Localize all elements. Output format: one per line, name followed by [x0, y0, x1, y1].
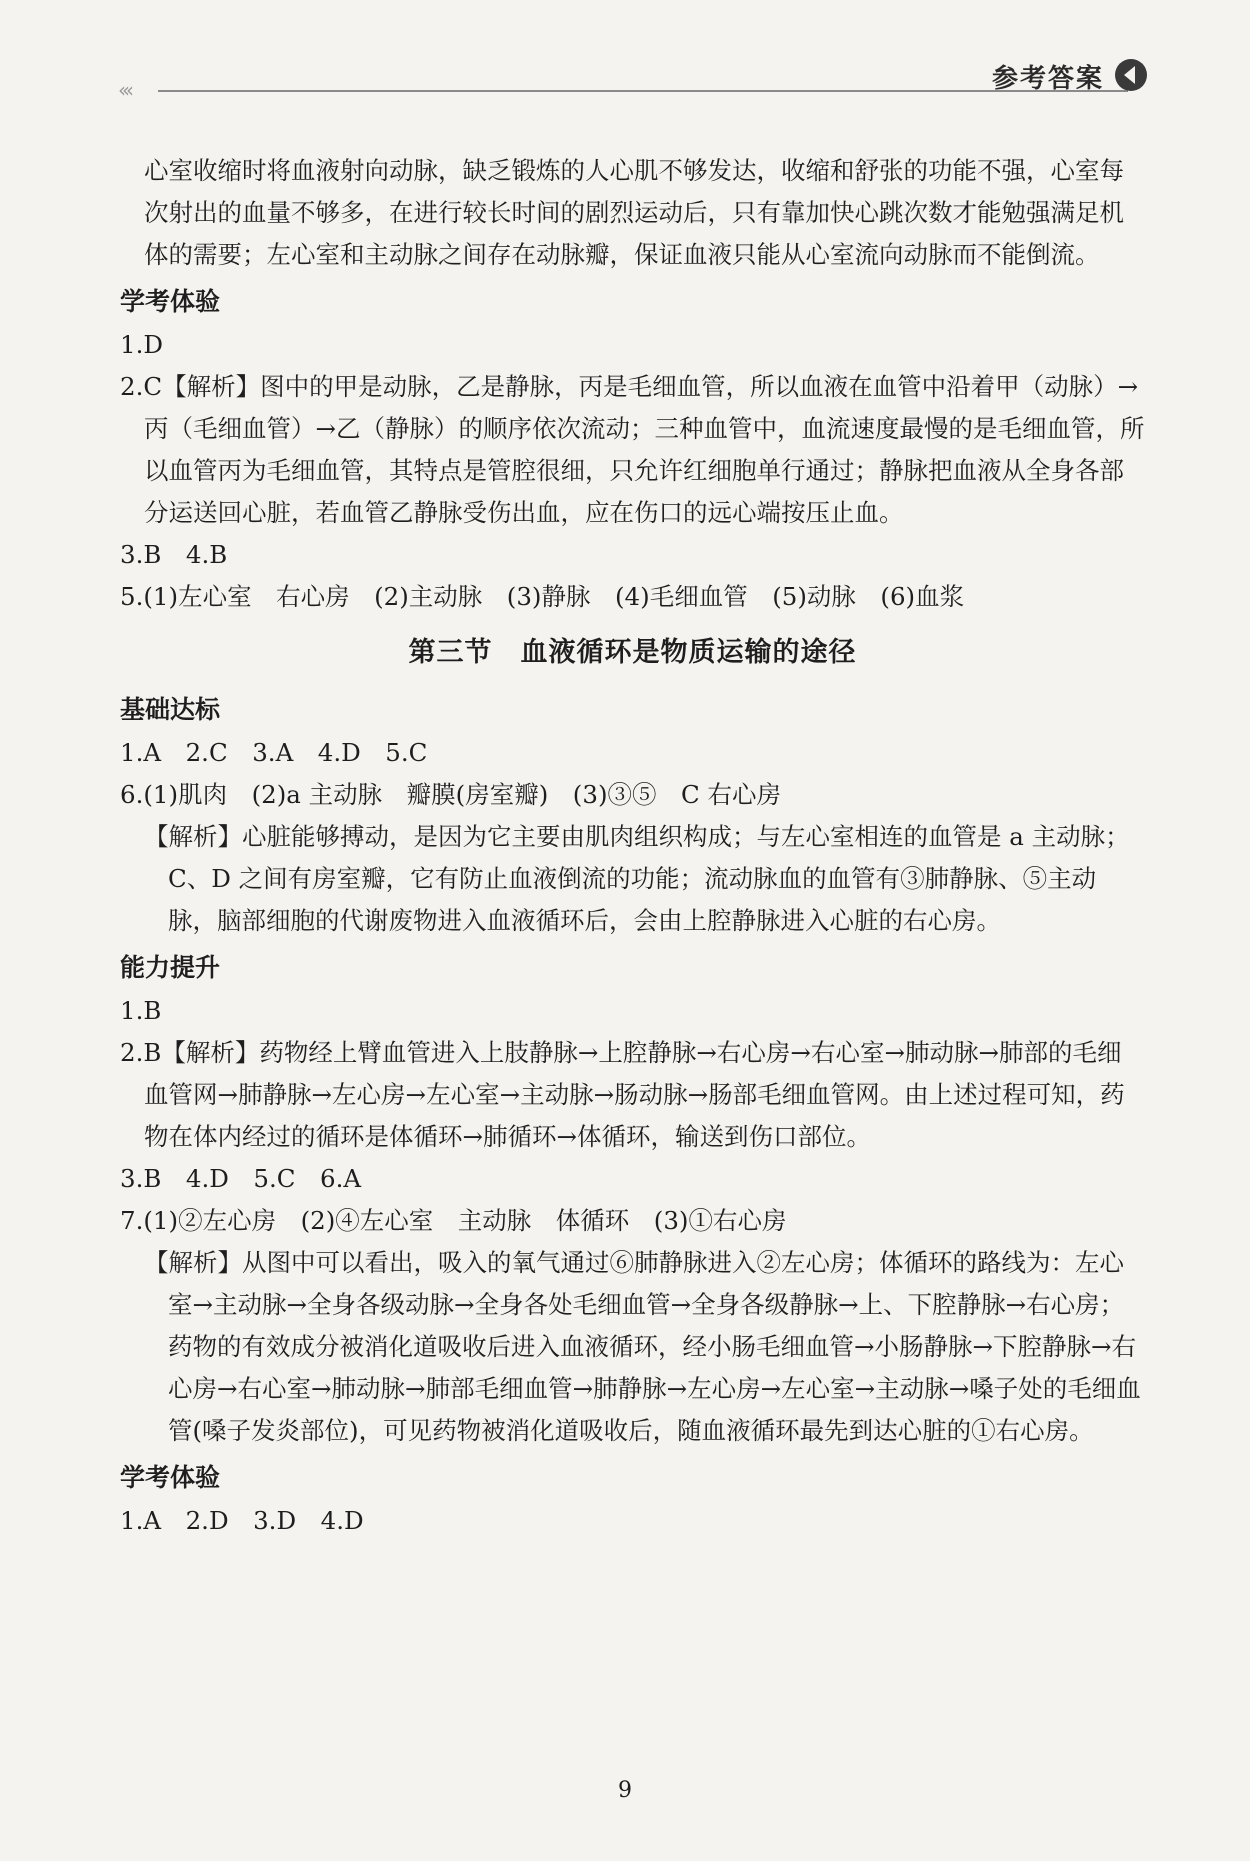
- chevron-left-icon: ‹‹‹: [118, 78, 130, 102]
- answer-explanation: 2.B【解析】药物经上臂血管进入上肢静脉→上腔静脉→右心房→右心室→肺动脉→肺部的毛细血管网→肺静脉→左心房→左心室→主动脉→肠动脉→肠部毛细血管网。由上述过程可知，药物在体内经过的循环是体循环→肺循环→体循环，输送到伤口部位。: [120, 1038, 1125, 1151]
- answer-line: 1.B: [120, 996, 162, 1025]
- answer-line: 1.D: [120, 330, 164, 359]
- section-heading: 学考体验: [120, 1463, 221, 1492]
- answer-line: 3.B 4.B: [120, 540, 228, 569]
- answer-line: 1.A 2.D 3.D 4.D: [120, 1506, 364, 1535]
- answer-explanation: 【解析】心脏能够搏动，是因为它主要由肌肉组织构成；与左心室相连的血管是 a 主动脉；C、D 之间有房室瓣，它有防止血液倒流的功能；流动脉血的血管有③肺静脉、⑤主动脉，脑部细胞的代谢废物进入血液循环后，会由上腔静脉进入心脏的右心房。: [144, 822, 1130, 935]
- answer-line: 3.B 4.D 5.C 6.A: [120, 1164, 362, 1193]
- answer-content: [120, 150, 1145, 1542]
- header-rule: [158, 90, 1128, 92]
- answer-line: 6.(1)肌肉 (2)a 主动脉 瓣膜(房室瓣) (3)③⑤ C 右心房: [120, 780, 782, 809]
- section-heading: 能力提升: [120, 953, 221, 982]
- page-number: 9: [618, 1778, 632, 1803]
- answer-line: 5.(1)左心室 右心房 (2)主动脉 (3)静脉 (4)毛细血管 (5)动脉 (6)血浆: [120, 582, 965, 611]
- answer-line: 7.(1)②左心房 (2)④左心室 主动脉 体循环 (3)①右心房: [120, 1206, 787, 1235]
- answer-explanation: 2.C【解析】图中的甲是动脉，乙是静脉，丙是毛细血管，所以血液在血管中沿着甲（动脉）→丙（毛细血管）→乙（静脉）的顺序依次流动；三种血管中，血流速度最慢的是毛细血管，所以血管丙为毛细血管，其特点是管腔很细，只允许红细胞单行通过；静脉把血液从全身各部分运送回心脏，若血管乙静脉受伤出血，应在伤口的远心端按压止血。: [120, 372, 1145, 527]
- chapter-title: 第三节 血液循环是物质运输的途径: [408, 637, 857, 668]
- page-header: [118, 48, 1148, 102]
- arrow-left-circle-icon: [1114, 58, 1148, 92]
- section-heading: 学考体验: [120, 287, 221, 316]
- answer-explanation: 【解析】从图中可以看出，吸入的氧气通过⑥肺静脉进入②左心房；体循环的路线为：左心室→主动脉→全身各级动脉→全身各处毛细血管→全身各级静脉→上、下腔静脉→右心房；药物的有效成分被消化道吸收后进入血液循环，经小肠毛细血管→小肠静脉→下腔静脉→右心房→右心室→肺动脉→肺部毛细血管→肺静脉→左心房→左心室→主动脉→嗓子处的毛细血管(嗓子发炎部位)，可见药物被消化道吸收后，随血液循环最先到达心脏的①右心房。: [144, 1248, 1141, 1445]
- section-heading: 基础达标: [120, 695, 221, 724]
- header-title: 参考答案: [991, 64, 1104, 94]
- answer-paragraph: 心室收缩时将血液射向动脉，缺乏锻炼的人心肌不够发达，收缩和舒张的功能不强，心室每次射出的血量不够多，在进行较长时间的剧烈运动后，只有靠加快心跳次数才能勉强满足机体的需要；左心室和主动脉之间存在动脉瓣，保证血液只能从心室流向动脉而不能倒流。: [144, 156, 1124, 269]
- answer-line: 1.A 2.C 3.A 4.D 5.C: [120, 738, 428, 767]
